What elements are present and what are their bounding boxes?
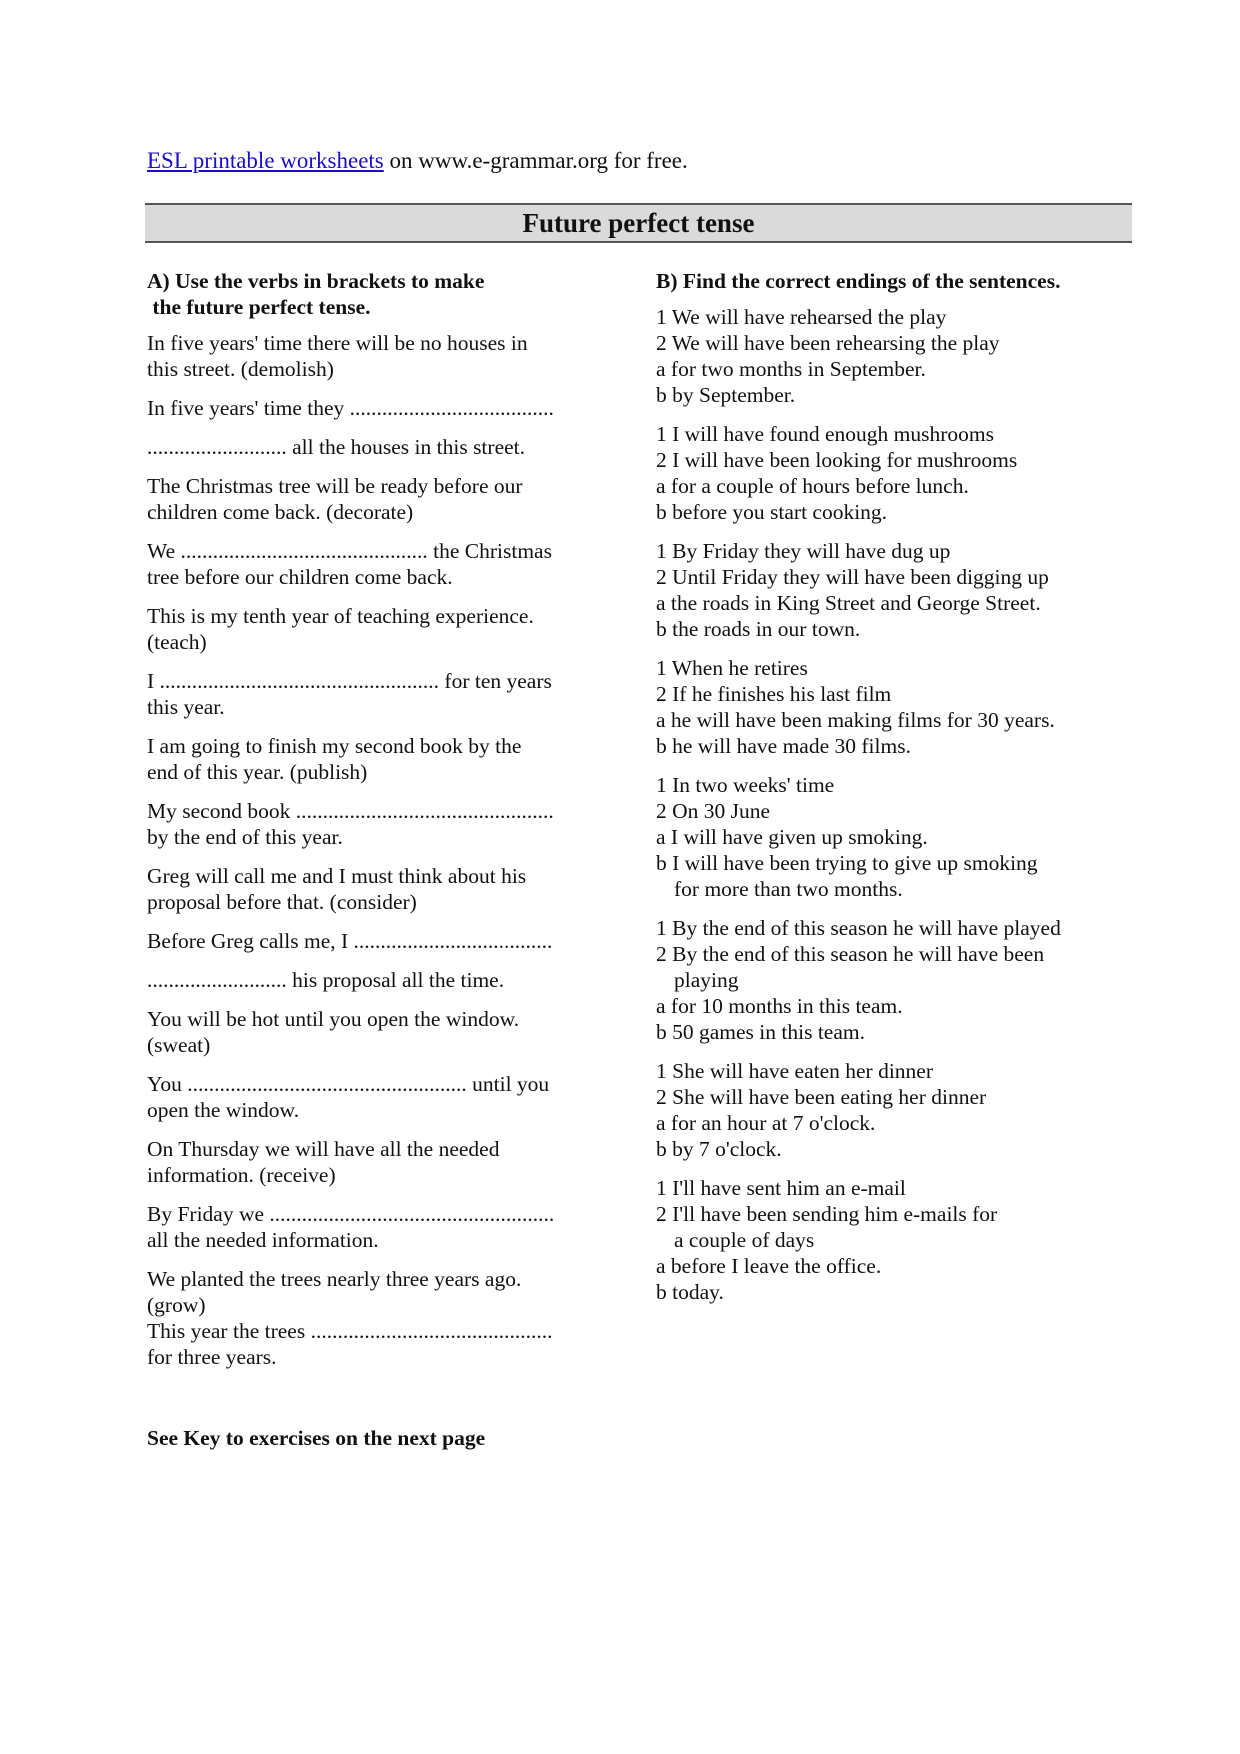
matching-line: a he will have been making films for 30 years.: [656, 708, 1055, 732]
matching-line: 2 By the end of this season he will have been: [656, 942, 1045, 966]
matching-line: a the roads in King Street and George Street.: [656, 591, 1041, 615]
matching-line: a I will have given up smoking.: [656, 825, 928, 849]
exercise-paragraph: In five years' time there will be no houses in this street. (demolish): [147, 331, 528, 381]
matching-line: a for two months in September.: [656, 357, 926, 381]
exercise-paragraph: .......................... his proposal all the time.: [147, 968, 505, 992]
section-b: [656, 268, 1126, 1318]
matching-group: [656, 304, 1126, 408]
matching-line: b before you start cooking.: [656, 500, 888, 524]
matching-line: b I will have been trying to give up smoking: [656, 851, 1038, 875]
matching-line: 1 By the end of this season he will have played: [656, 916, 1061, 940]
exercise-paragraph: This year the trees ............................................. for three years.: [147, 1319, 553, 1369]
exercise-paragraph: We planted the trees nearly three years ago. (grow): [147, 1267, 522, 1317]
section-a: [147, 268, 587, 1383]
exercise-paragraph: By Friday we ..................................................... all the needed information.: [147, 1202, 555, 1252]
matching-line: a for an hour at 7 o'clock.: [656, 1111, 876, 1135]
section-b-heading: B) Find the correct endings of the sentences.: [656, 269, 1061, 293]
exercise-paragraph: In five years' time they ......................................: [147, 396, 554, 420]
matching-line: b today.: [656, 1280, 724, 1304]
matching-line: 1 In two weeks' time: [656, 773, 835, 797]
exercise-paragraph: I .................................................... for ten years this year.: [147, 669, 552, 719]
esl-worksheets-link[interactable]: ESL printable worksheets: [147, 148, 384, 173]
exercise-paragraph: This is my tenth year of teaching experience. (teach): [147, 604, 534, 654]
matching-line: a for 10 months in this team.: [656, 994, 903, 1018]
matching-line: 1 When he retires: [656, 656, 808, 680]
exercise-paragraph: We .............................................. the Christmas tree before our children come back.: [147, 539, 552, 589]
matching-group: [656, 772, 1126, 902]
matching-line: b the roads in our town.: [656, 617, 861, 641]
matching-group: [656, 1175, 1126, 1305]
matching-line-continuation: playing: [674, 968, 739, 992]
matching-line: 2 If he finishes his last film: [656, 682, 892, 706]
exercise-paragraph: Before Greg calls me, I .....................................: [147, 929, 553, 953]
matching-line: 1 She will have eaten her dinner: [656, 1059, 934, 1083]
matching-line-continuation: for more than two months.: [674, 877, 903, 901]
exercise-paragraph: You will be hot until you open the window. (sweat): [147, 1007, 520, 1057]
exercise-paragraph: Greg will call me and I must think about his proposal before that. (consider): [147, 864, 527, 914]
matching-line: 2 I'll have been sending him e-mails for: [656, 1202, 998, 1226]
answer-key-note: See Key to exercises on the next page: [147, 1426, 486, 1450]
matching-line: a for a couple of hours before lunch.: [656, 474, 969, 498]
matching-line-continuation: a couple of days: [674, 1228, 815, 1252]
matching-line: a before I leave the office.: [656, 1254, 882, 1278]
matching-line: b by September.: [656, 383, 796, 407]
exercise-paragraph: I am going to finish my second book by the end of this year. (publish): [147, 734, 522, 784]
matching-group: [656, 421, 1126, 525]
header-rest-text: on www.e-grammar.org for free.: [383, 148, 688, 173]
matching-line: 2 On 30 June: [656, 799, 771, 823]
matching-group: [656, 915, 1126, 1045]
matching-group: [656, 655, 1126, 759]
section-a-heading: A) Use the verbs in brackets to make the future perfect tense.: [147, 269, 485, 319]
matching-line: 1 By Friday they will have dug up: [656, 539, 951, 563]
exercise-paragraph: The Christmas tree will be ready before our children come back. (decorate): [147, 474, 523, 524]
matching-group: [656, 1058, 1126, 1162]
exercise-paragraph: .......................... all the houses in this street.: [147, 435, 526, 459]
matching-line: 2 I will have been looking for mushrooms: [656, 448, 1018, 472]
matching-line: 1 I'll have sent him an e-mail: [656, 1176, 906, 1200]
page-title: Future perfect tense: [145, 203, 1132, 243]
matching-line: 1 I will have found enough mushrooms: [656, 422, 994, 446]
matching-line: 2 She will have been eating her dinner: [656, 1085, 987, 1109]
matching-line: 2 We will have been rehearsing the play: [656, 331, 1000, 355]
matching-line: b 50 games in this team.: [656, 1020, 865, 1044]
matching-line: 2 Until Friday they will have been digging up: [656, 565, 1049, 589]
header-line: [147, 146, 688, 176]
matching-line: 1 We will have rehearsed the play: [656, 305, 947, 329]
matching-line: b by 7 o'clock.: [656, 1137, 782, 1161]
exercise-paragraph: On Thursday we will have all the needed information. (receive): [147, 1137, 500, 1187]
matching-group: [656, 538, 1126, 642]
matching-line: b he will have made 30 films.: [656, 734, 911, 758]
exercise-paragraph: You .................................................... until you open the window.: [147, 1072, 550, 1122]
exercise-paragraph: My second book ................................................ by the end of this year.: [147, 799, 554, 849]
